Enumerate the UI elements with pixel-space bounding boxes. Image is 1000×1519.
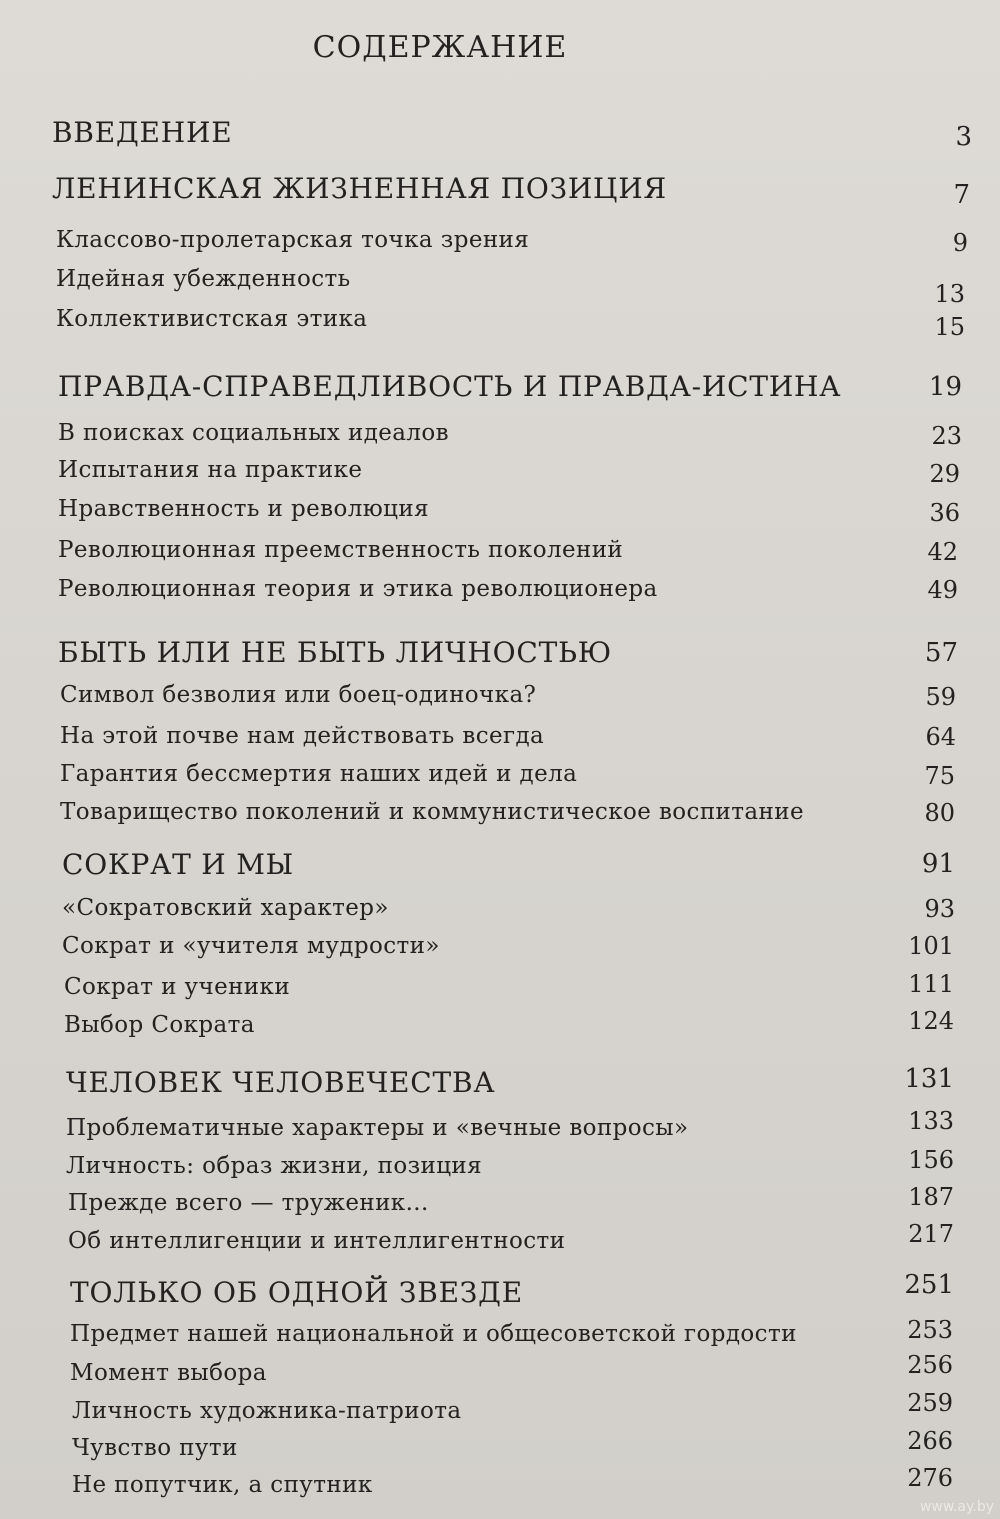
toc-entry-page: 266 — [907, 1427, 953, 1455]
toc-entry-page: 36 — [929, 499, 960, 527]
toc-entry-title: В поисках социальных идеалов — [58, 420, 450, 446]
toc-entry-title: Об интеллигенции и интеллигентности — [68, 1228, 566, 1254]
toc-entry-page: 57 — [924, 638, 958, 668]
page-title: СОДЕРЖАНИЕ — [312, 30, 568, 65]
toc-entry-page: 64 — [925, 723, 956, 751]
toc-entry-title: ТОЛЬКО ОБ ОДНОЙ ЗВЕЗДЕ — [70, 1276, 523, 1309]
toc-entry-page: 91 — [921, 849, 955, 879]
watermark: www.ay.by — [919, 1499, 994, 1515]
toc-entry-title: Испытания на практике — [58, 457, 363, 483]
toc-entry-page: 49 — [927, 576, 958, 604]
toc-entry-page: 80 — [924, 799, 955, 827]
toc-entry-page: 256 — [907, 1351, 953, 1379]
toc-entry-title: Чувство пути — [72, 1435, 238, 1461]
toc-entry-title: Революционная преемственность поколений — [58, 537, 624, 563]
toc-entry-page: 9 — [952, 229, 968, 257]
toc-entry-title: Товарищество поколений и коммунистическое воспитание — [60, 799, 804, 825]
toc-entry-page: 23 — [931, 422, 962, 450]
toc-entry-title: Сократ и «учителя мудрости» — [62, 933, 440, 959]
toc-entry-page: 42 — [927, 538, 958, 566]
toc-entry-title: ЧЕЛОВЕК ЧЕЛОВЕЧЕСТВА — [66, 1066, 496, 1099]
toc-entry-page: 259 — [907, 1389, 953, 1417]
toc-entry-page: 253 — [907, 1316, 953, 1344]
toc-entry-page: 133 — [908, 1107, 954, 1135]
toc-entry-title: Момент выбора — [70, 1360, 267, 1386]
toc-entry-page: 217 — [908, 1220, 954, 1248]
toc-entry-title: Классово-пролетарская точка зрения — [56, 227, 530, 253]
toc-entry-title: Коллективистская этика — [56, 306, 368, 332]
toc-entry-page: 251 — [904, 1270, 954, 1300]
toc-entry-title: Нравственность и революция — [58, 496, 429, 522]
toc-entry-title: СОКРАТ И МЫ — [62, 848, 295, 881]
toc-entry-title: Символ безволия или боец-одиночка? — [60, 682, 537, 708]
toc-entry-title: Сократ и ученики — [64, 974, 291, 1000]
toc-entry-title: «Сократовский характер» — [62, 895, 389, 921]
toc-entry-title: Гарантия бессмертия наших идей и дела — [60, 761, 578, 787]
toc-entry-title: Прежде всего — труженик... — [68, 1190, 429, 1216]
toc-entry-page: 276 — [907, 1464, 953, 1492]
toc-entry-page: 75 — [924, 762, 955, 790]
toc-entry-title: Не попутчик, а спутник — [72, 1472, 373, 1498]
toc-entry-page: 59 — [925, 683, 956, 711]
toc-entry-title: На этой почве нам действовать всегда — [60, 723, 545, 749]
toc-entry-title: ПРАВДА-СПРАВЕДЛИВОСТЬ И ПРАВДА-ИСТИНА — [58, 370, 842, 403]
toc-entry-page: 131 — [904, 1064, 954, 1094]
toc-entry-title: ВВЕДЕНИЕ — [52, 116, 233, 149]
toc-entry-title: Выбор Сократа — [64, 1012, 255, 1038]
toc-entry-page: 15 — [934, 313, 965, 341]
toc-entry-page: 187 — [908, 1183, 954, 1211]
toc-entry-title: БЫТЬ ИЛИ НЕ БЫТЬ ЛИЧНОСТЬЮ — [58, 636, 612, 669]
toc-entry-page: 111 — [908, 970, 954, 998]
toc-entry-page: 93 — [924, 895, 955, 923]
toc-entry-title: Проблематичные характеры и «вечные вопросы» — [66, 1115, 689, 1141]
toc-entry-page: 7 — [953, 180, 970, 210]
toc-entry-page: 3 — [955, 122, 972, 152]
toc-entry-title: Личность художника-патриота — [72, 1398, 462, 1424]
toc-entry-page: 29 — [929, 460, 960, 488]
toc-entry-page: 13 — [934, 280, 965, 308]
toc-entry-page: 101 — [908, 932, 954, 960]
toc-entry-page: 124 — [908, 1007, 954, 1035]
toc-entry-title: Личность: образ жизни, позиция — [66, 1153, 483, 1179]
toc-entry-title: Революционная теория и этика революционера — [58, 576, 658, 602]
toc-entry-title: Идейная убежденность — [56, 266, 351, 292]
toc-entry-title: ЛЕНИНСКАЯ ЖИЗНЕННАЯ ПОЗИЦИЯ — [52, 172, 667, 205]
toc-entry-page: 19 — [928, 372, 962, 402]
toc-entry-page: 156 — [908, 1146, 954, 1174]
toc-entry-title: Предмет нашей национальной и общесоветской гордости — [70, 1321, 797, 1347]
